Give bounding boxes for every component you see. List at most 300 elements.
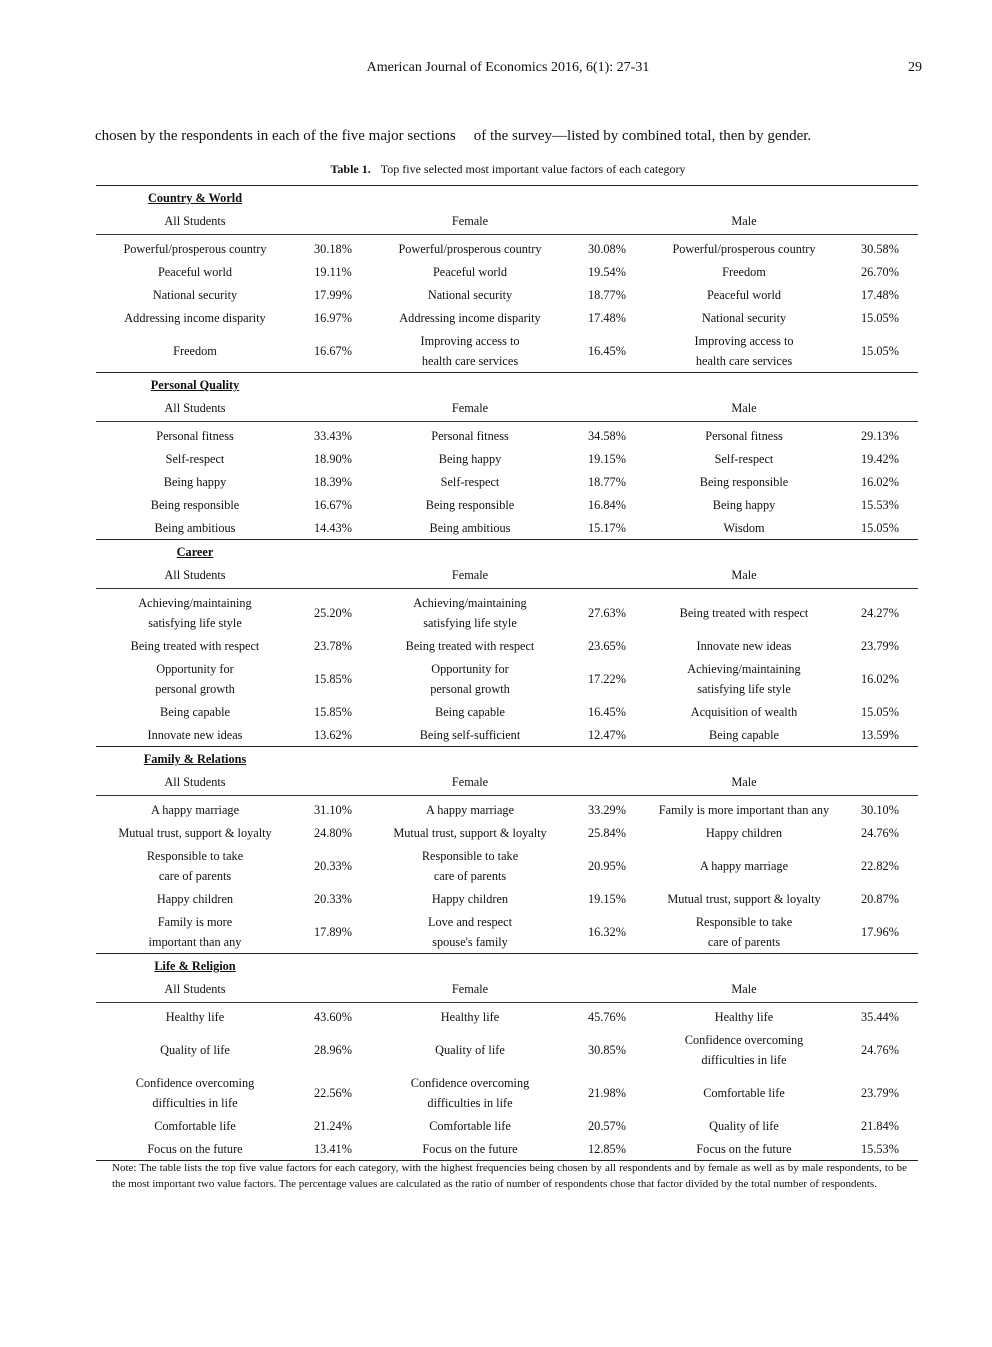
percent-cell: 13.62% bbox=[314, 727, 352, 742]
factor-text-line: Freedom bbox=[722, 264, 766, 279]
factor-cell bbox=[646, 306, 842, 329]
factor-text-line: Being happy bbox=[163, 474, 227, 489]
column-header-row bbox=[96, 770, 918, 795]
percent-cell: 24.27% bbox=[861, 605, 899, 620]
factor-cell bbox=[372, 723, 568, 747]
table-row bbox=[96, 1114, 918, 1137]
factor-cell bbox=[646, 516, 842, 540]
factor-text-line: Being ambitious bbox=[429, 520, 511, 535]
factor-text-line: Improving access to bbox=[694, 333, 794, 348]
factor-cell bbox=[646, 910, 842, 954]
factor-text-line: Quality of life bbox=[709, 1118, 779, 1133]
col-header-male: Male bbox=[646, 209, 842, 234]
col-header-female: Female bbox=[372, 977, 568, 1002]
table-row bbox=[96, 447, 918, 470]
section-title: Personal Quality bbox=[96, 373, 294, 397]
table-body bbox=[96, 186, 918, 1161]
factor-cell bbox=[96, 821, 294, 844]
factor-cell bbox=[372, 795, 568, 821]
factor-cell bbox=[372, 470, 568, 493]
factor-text-line: Mutual trust, support & loyalty bbox=[393, 825, 547, 840]
col-header-male: Male bbox=[646, 977, 842, 1002]
factor-text-line: Quality of life bbox=[160, 1042, 230, 1057]
col-header-percent-spacer bbox=[842, 770, 918, 795]
percent-cell: 18.77% bbox=[588, 474, 626, 489]
factor-text-line: difficulties in life bbox=[701, 1052, 787, 1067]
factor-cell bbox=[96, 700, 294, 723]
percent-cell: 16.97% bbox=[314, 310, 352, 325]
percent-cell: 16.02% bbox=[861, 474, 899, 489]
factor-cell bbox=[646, 723, 842, 747]
percent-cell: 20.87% bbox=[861, 891, 899, 906]
percent-cell: 23.79% bbox=[861, 1085, 899, 1100]
factor-cell bbox=[96, 447, 294, 470]
factor-cell bbox=[372, 1071, 568, 1114]
factor-cell bbox=[646, 657, 842, 700]
percent-cell: 15.05% bbox=[861, 704, 899, 719]
col-header-male: Male bbox=[646, 396, 842, 421]
factor-cell bbox=[372, 234, 568, 260]
percent-cell: 15.05% bbox=[861, 343, 899, 358]
factor-cell bbox=[372, 910, 568, 954]
factor-cell bbox=[646, 821, 842, 844]
factor-cell bbox=[372, 260, 568, 283]
factor-cell bbox=[646, 1002, 842, 1028]
percent-cell: 45.76% bbox=[588, 1009, 626, 1024]
factor-cell bbox=[372, 306, 568, 329]
table-row bbox=[96, 700, 918, 723]
percent-cell: 19.15% bbox=[588, 451, 626, 466]
percent-cell: 16.84% bbox=[588, 497, 626, 512]
factor-cell bbox=[96, 723, 294, 747]
percent-cell: 21.24% bbox=[314, 1118, 352, 1133]
factor-text-line: National security bbox=[701, 310, 787, 325]
factor-text-line: Responsible to take bbox=[146, 848, 244, 863]
factor-cell bbox=[372, 1114, 568, 1137]
factor-cell bbox=[96, 1002, 294, 1028]
factor-text-line: health care services bbox=[695, 353, 793, 368]
factor-text-line: Self-respect bbox=[165, 451, 225, 466]
section-title-spacer bbox=[294, 747, 918, 771]
percent-cell: 25.84% bbox=[588, 825, 626, 840]
factor-cell bbox=[96, 260, 294, 283]
value-factors-table bbox=[96, 185, 918, 1161]
factor-cell bbox=[372, 1002, 568, 1028]
col-header-percent-spacer bbox=[568, 209, 646, 234]
factor-text-line: Focus on the future bbox=[696, 1141, 792, 1156]
col-header-all-students: All Students bbox=[96, 396, 294, 421]
percent-cell: 35.44% bbox=[861, 1009, 899, 1024]
factor-cell bbox=[96, 1028, 294, 1071]
factor-text-line: Being capable bbox=[160, 704, 230, 719]
percent-cell: 30.08% bbox=[588, 241, 626, 256]
percent-cell: 20.95% bbox=[588, 858, 626, 873]
factor-cell bbox=[646, 1071, 842, 1114]
col-header-percent-spacer bbox=[842, 977, 918, 1002]
table-row bbox=[96, 1071, 918, 1114]
factor-text-line: Being self-sufficient bbox=[419, 727, 521, 742]
percent-cell: 20.33% bbox=[314, 891, 352, 906]
factor-cell bbox=[646, 283, 842, 306]
factor-text-line: health care services bbox=[421, 353, 519, 368]
section-title: Life & Religion bbox=[96, 954, 294, 978]
table-note: Note: The table lists the top five value factors for each category, with the highest frequencies being chosen by all respondents and by female as well as by male respondents, to be the most important two value factors. The percentage values are calculated as the ratio of number of respondents chose that factor divided by the total number of respondents. bbox=[112, 1162, 907, 1190]
percent-cell: 16.02% bbox=[861, 671, 899, 686]
factor-text-line: Comfortable life bbox=[154, 1118, 236, 1133]
percent-cell: 14.43% bbox=[314, 520, 352, 535]
col-header-female: Female bbox=[372, 770, 568, 795]
percent-cell: 16.32% bbox=[588, 924, 626, 939]
percent-cell: 24.76% bbox=[861, 1042, 899, 1057]
col-header-percent-spacer bbox=[294, 209, 372, 234]
factor-cell bbox=[646, 795, 842, 821]
table-row bbox=[96, 260, 918, 283]
table-row bbox=[96, 795, 918, 821]
percent-cell: 27.63% bbox=[588, 605, 626, 620]
percent-cell: 18.90% bbox=[314, 451, 352, 466]
percent-cell: 18.77% bbox=[588, 287, 626, 302]
table-row bbox=[96, 470, 918, 493]
factor-text-line: Opportunity for bbox=[431, 661, 509, 676]
col-header-percent-spacer bbox=[842, 396, 918, 421]
col-header-percent-spacer bbox=[294, 396, 372, 421]
percent-cell: 23.78% bbox=[314, 638, 352, 653]
table-row bbox=[96, 844, 918, 887]
factor-text-line: Being happy bbox=[438, 451, 502, 466]
column-header-row bbox=[96, 396, 918, 421]
percent-cell: 24.80% bbox=[314, 825, 352, 840]
percent-cell: 17.96% bbox=[861, 924, 899, 939]
percent-cell: 17.89% bbox=[314, 924, 352, 939]
factor-text-line: Improving access to bbox=[420, 333, 520, 348]
factor-text-line: Powerful/prosperous country bbox=[123, 241, 267, 256]
factor-cell bbox=[646, 329, 842, 373]
percent-cell: 15.53% bbox=[861, 1141, 899, 1156]
factor-cell bbox=[646, 1137, 842, 1161]
factor-cell bbox=[372, 1137, 568, 1161]
table-row bbox=[96, 493, 918, 516]
factor-text-line: Responsible to take bbox=[695, 914, 793, 929]
factor-text-line: Being treated with respect bbox=[130, 638, 260, 653]
factor-text-line: Personal fitness bbox=[431, 428, 509, 443]
percent-cell: 19.42% bbox=[861, 451, 899, 466]
factor-cell bbox=[372, 493, 568, 516]
percent-cell: 12.85% bbox=[588, 1141, 626, 1156]
factor-text-line: Being happy bbox=[712, 497, 776, 512]
percent-cell: 21.84% bbox=[861, 1118, 899, 1133]
col-header-all-students: All Students bbox=[96, 977, 294, 1002]
col-header-percent-spacer bbox=[294, 563, 372, 588]
factor-cell bbox=[372, 634, 568, 657]
percent-cell: 15.05% bbox=[861, 310, 899, 325]
factor-cell bbox=[372, 421, 568, 447]
percent-cell: 33.43% bbox=[314, 428, 352, 443]
factor-text-line: Being responsible bbox=[425, 497, 515, 512]
intro-text-part2: of the survey—listed by combined total, then by gender. bbox=[473, 128, 812, 144]
section-title-row bbox=[96, 186, 918, 210]
factor-text-line: Achieving/maintaining bbox=[413, 595, 527, 610]
column-header-row bbox=[96, 977, 918, 1002]
percent-cell: 15.17% bbox=[588, 520, 626, 535]
factor-text-line: Focus on the future bbox=[147, 1141, 243, 1156]
section-title-spacer bbox=[294, 954, 918, 978]
percent-cell: 13.41% bbox=[314, 1141, 352, 1156]
factor-cell bbox=[646, 493, 842, 516]
factor-text-line: care of parents bbox=[707, 934, 781, 949]
col-header-female: Female bbox=[372, 396, 568, 421]
table-row bbox=[96, 821, 918, 844]
factor-text-line: difficulties in life bbox=[427, 1095, 513, 1110]
factor-text-line: care of parents bbox=[158, 868, 232, 883]
section-title-spacer bbox=[294, 373, 918, 397]
factor-cell bbox=[372, 516, 568, 540]
factor-cell bbox=[646, 844, 842, 887]
percent-cell: 30.10% bbox=[861, 802, 899, 817]
factor-text-line: Being treated with respect bbox=[679, 605, 809, 620]
section-title: Family & Relations bbox=[96, 747, 294, 771]
factor-text-line: Addressing income disparity bbox=[124, 310, 266, 325]
column-header-row bbox=[96, 563, 918, 588]
table-row bbox=[96, 234, 918, 260]
percent-cell: 23.79% bbox=[861, 638, 899, 653]
col-header-all-students: All Students bbox=[96, 563, 294, 588]
journal-citation: American Journal of Economics 2016, 6(1): 27-31 bbox=[366, 60, 650, 75]
factor-text-line: Confidence overcoming bbox=[135, 1075, 255, 1090]
percent-cell: 24.76% bbox=[861, 825, 899, 840]
table-caption bbox=[0, 162, 992, 177]
factor-text-line: Mutual trust, support & loyalty bbox=[118, 825, 272, 840]
factor-cell bbox=[646, 470, 842, 493]
factor-text-line: Peaceful world bbox=[706, 287, 782, 302]
factor-text-line: Confidence overcoming bbox=[410, 1075, 530, 1090]
factor-text-line: Family is more important than any bbox=[658, 802, 830, 817]
factor-text-line: care of parents bbox=[433, 868, 507, 883]
factor-cell bbox=[96, 657, 294, 700]
factor-cell bbox=[96, 887, 294, 910]
col-header-percent-spacer bbox=[842, 209, 918, 234]
factor-text-line: Mutual trust, support & loyalty bbox=[667, 891, 821, 906]
table-row bbox=[96, 723, 918, 747]
percent-cell: 30.18% bbox=[314, 241, 352, 256]
factor-cell bbox=[646, 1028, 842, 1071]
percent-cell: 30.85% bbox=[588, 1042, 626, 1057]
factor-cell bbox=[96, 588, 294, 634]
percent-cell: 12.47% bbox=[588, 727, 626, 742]
percent-cell: 19.11% bbox=[314, 264, 352, 279]
col-header-percent-spacer bbox=[568, 563, 646, 588]
factor-cell bbox=[372, 844, 568, 887]
col-header-percent-spacer bbox=[294, 770, 372, 795]
percent-cell: 22.56% bbox=[314, 1085, 352, 1100]
factor-cell bbox=[372, 588, 568, 634]
section-title-row bbox=[96, 373, 918, 397]
factor-cell bbox=[646, 421, 842, 447]
factor-text-line: Powerful/prosperous country bbox=[672, 241, 816, 256]
factor-text-line: Personal fitness bbox=[705, 428, 783, 443]
percent-cell: 20.57% bbox=[588, 1118, 626, 1133]
col-header-percent-spacer bbox=[568, 396, 646, 421]
factor-text-line: A happy marriage bbox=[699, 858, 789, 873]
percent-cell: 17.22% bbox=[588, 671, 626, 686]
factor-cell bbox=[372, 821, 568, 844]
col-header-female: Female bbox=[372, 209, 568, 234]
table-row bbox=[96, 329, 918, 373]
factor-text-line: Happy children bbox=[431, 891, 509, 906]
percent-cell: 15.85% bbox=[314, 704, 352, 719]
factor-cell bbox=[96, 234, 294, 260]
factor-text-line: Being capable bbox=[709, 727, 779, 742]
percent-cell: 21.98% bbox=[588, 1085, 626, 1100]
percent-cell: 20.33% bbox=[314, 858, 352, 873]
factor-text-line: Being treated with respect bbox=[405, 638, 535, 653]
factor-cell bbox=[646, 1114, 842, 1137]
factor-text-line: Being responsible bbox=[150, 497, 240, 512]
table-caption-label: Table 1. bbox=[330, 162, 371, 176]
percent-cell: 26.70% bbox=[861, 264, 899, 279]
factor-text-line: Happy children bbox=[705, 825, 783, 840]
factor-text-line: Healthy life bbox=[714, 1009, 774, 1024]
percent-cell: 19.15% bbox=[588, 891, 626, 906]
percent-cell: 17.99% bbox=[314, 287, 352, 302]
factor-cell bbox=[372, 657, 568, 700]
factor-text-line: Powerful/prosperous country bbox=[398, 241, 542, 256]
table-row bbox=[96, 306, 918, 329]
factor-cell bbox=[646, 887, 842, 910]
factor-text-line: Peaceful world bbox=[157, 264, 233, 279]
page-number: 29 bbox=[908, 60, 922, 75]
factor-text-line: Opportunity for bbox=[156, 661, 234, 676]
factor-text-line: National security bbox=[152, 287, 238, 302]
factor-cell bbox=[646, 634, 842, 657]
percent-cell: 22.82% bbox=[861, 858, 899, 873]
running-header bbox=[0, 60, 992, 78]
factor-text-line: Peaceful world bbox=[432, 264, 508, 279]
factor-text-line: personal growth bbox=[430, 681, 510, 696]
factor-text-line: Addressing income disparity bbox=[399, 310, 541, 325]
factor-cell bbox=[96, 306, 294, 329]
factor-cell bbox=[372, 700, 568, 723]
section-title-row bbox=[96, 747, 918, 771]
factor-text-line: Acquisition of wealth bbox=[690, 704, 798, 719]
factor-text-line: Comfortable life bbox=[429, 1118, 511, 1133]
factor-text-line: Family is more bbox=[157, 914, 233, 929]
factor-cell bbox=[96, 844, 294, 887]
table-row bbox=[96, 887, 918, 910]
factor-text-line: Love and respect bbox=[428, 914, 512, 929]
percent-cell: 15.85% bbox=[314, 671, 352, 686]
percent-cell: 43.60% bbox=[314, 1009, 352, 1024]
factor-text-line: Happy children bbox=[156, 891, 234, 906]
factor-cell bbox=[372, 887, 568, 910]
section-title-spacer bbox=[294, 540, 918, 564]
factor-text-line: spouse's family bbox=[432, 934, 508, 949]
factor-cell bbox=[646, 234, 842, 260]
percent-cell: 16.67% bbox=[314, 497, 352, 512]
col-header-male: Male bbox=[646, 770, 842, 795]
table-row bbox=[96, 1002, 918, 1028]
percent-cell: 16.67% bbox=[314, 343, 352, 358]
table-row bbox=[96, 657, 918, 700]
factor-text-line: Being responsible bbox=[699, 474, 789, 489]
factor-text-line: satisfying life style bbox=[697, 681, 791, 696]
col-header-percent-spacer bbox=[842, 563, 918, 588]
percent-cell: 16.45% bbox=[588, 704, 626, 719]
factor-cell bbox=[96, 421, 294, 447]
factor-text-line: Quality of life bbox=[435, 1042, 505, 1057]
factor-text-line: Self-respect bbox=[440, 474, 500, 489]
table-row bbox=[96, 1028, 918, 1071]
table-row bbox=[96, 283, 918, 306]
factor-cell bbox=[372, 447, 568, 470]
section-title: Country & World bbox=[147, 191, 243, 205]
factor-text-line: Being capable bbox=[435, 704, 505, 719]
percent-cell: 19.54% bbox=[588, 264, 626, 279]
intro-paragraph bbox=[95, 128, 905, 145]
percent-cell: 34.58% bbox=[588, 428, 626, 443]
factor-text-line: National security bbox=[427, 287, 513, 302]
intro-text-part1: chosen by the respondents in each of the five major sections bbox=[95, 128, 456, 144]
percent-cell: 23.65% bbox=[588, 638, 626, 653]
factor-cell bbox=[96, 910, 294, 954]
col-header-all-students: All Students bbox=[96, 209, 294, 234]
section-title-row bbox=[96, 954, 918, 978]
factor-cell bbox=[372, 1028, 568, 1071]
factor-cell bbox=[372, 329, 568, 373]
section-title-row bbox=[96, 540, 918, 564]
factor-cell bbox=[96, 493, 294, 516]
factor-cell bbox=[96, 516, 294, 540]
percent-cell: 15.53% bbox=[861, 497, 899, 512]
factor-cell bbox=[372, 283, 568, 306]
factor-text-line: Wisdom bbox=[723, 520, 765, 535]
factor-cell bbox=[96, 795, 294, 821]
factor-text-line: satisfying life style bbox=[148, 615, 242, 630]
percent-cell: 31.10% bbox=[314, 802, 352, 817]
percent-cell: 30.58% bbox=[861, 241, 899, 256]
factor-cell bbox=[646, 447, 842, 470]
section-title: Career bbox=[96, 540, 294, 564]
factor-text-line: Innovate new ideas bbox=[696, 638, 792, 653]
table-row bbox=[96, 588, 918, 634]
percent-cell: 15.05% bbox=[861, 520, 899, 535]
factor-cell bbox=[646, 260, 842, 283]
factor-text-line: Being ambitious bbox=[154, 520, 236, 535]
col-header-percent-spacer bbox=[568, 770, 646, 795]
factor-text-line: A happy marriage bbox=[425, 802, 515, 817]
factor-text-line: Comfortable life bbox=[703, 1085, 785, 1100]
factor-cell bbox=[646, 588, 842, 634]
section-title-spacer bbox=[294, 186, 918, 210]
table-row bbox=[96, 516, 918, 540]
factor-cell bbox=[96, 634, 294, 657]
factor-text-line: Self-respect bbox=[714, 451, 774, 466]
percent-cell: 17.48% bbox=[588, 310, 626, 325]
factor-cell bbox=[96, 329, 294, 373]
col-header-female: Female bbox=[372, 563, 568, 588]
percent-cell: 25.20% bbox=[314, 605, 352, 620]
factor-cell bbox=[96, 1137, 294, 1161]
factor-text-line: Personal fitness bbox=[156, 428, 234, 443]
percent-cell: 13.59% bbox=[861, 727, 899, 742]
factor-cell bbox=[96, 283, 294, 306]
factor-text-line: A happy marriage bbox=[150, 802, 240, 817]
table-row bbox=[96, 634, 918, 657]
factor-text-line: Healthy life bbox=[440, 1009, 500, 1024]
percent-cell: 18.39% bbox=[314, 474, 352, 489]
table-caption-text: Top five selected most important value factors of each category bbox=[380, 162, 686, 176]
col-header-all-students: All Students bbox=[96, 770, 294, 795]
factor-cell bbox=[96, 1071, 294, 1114]
